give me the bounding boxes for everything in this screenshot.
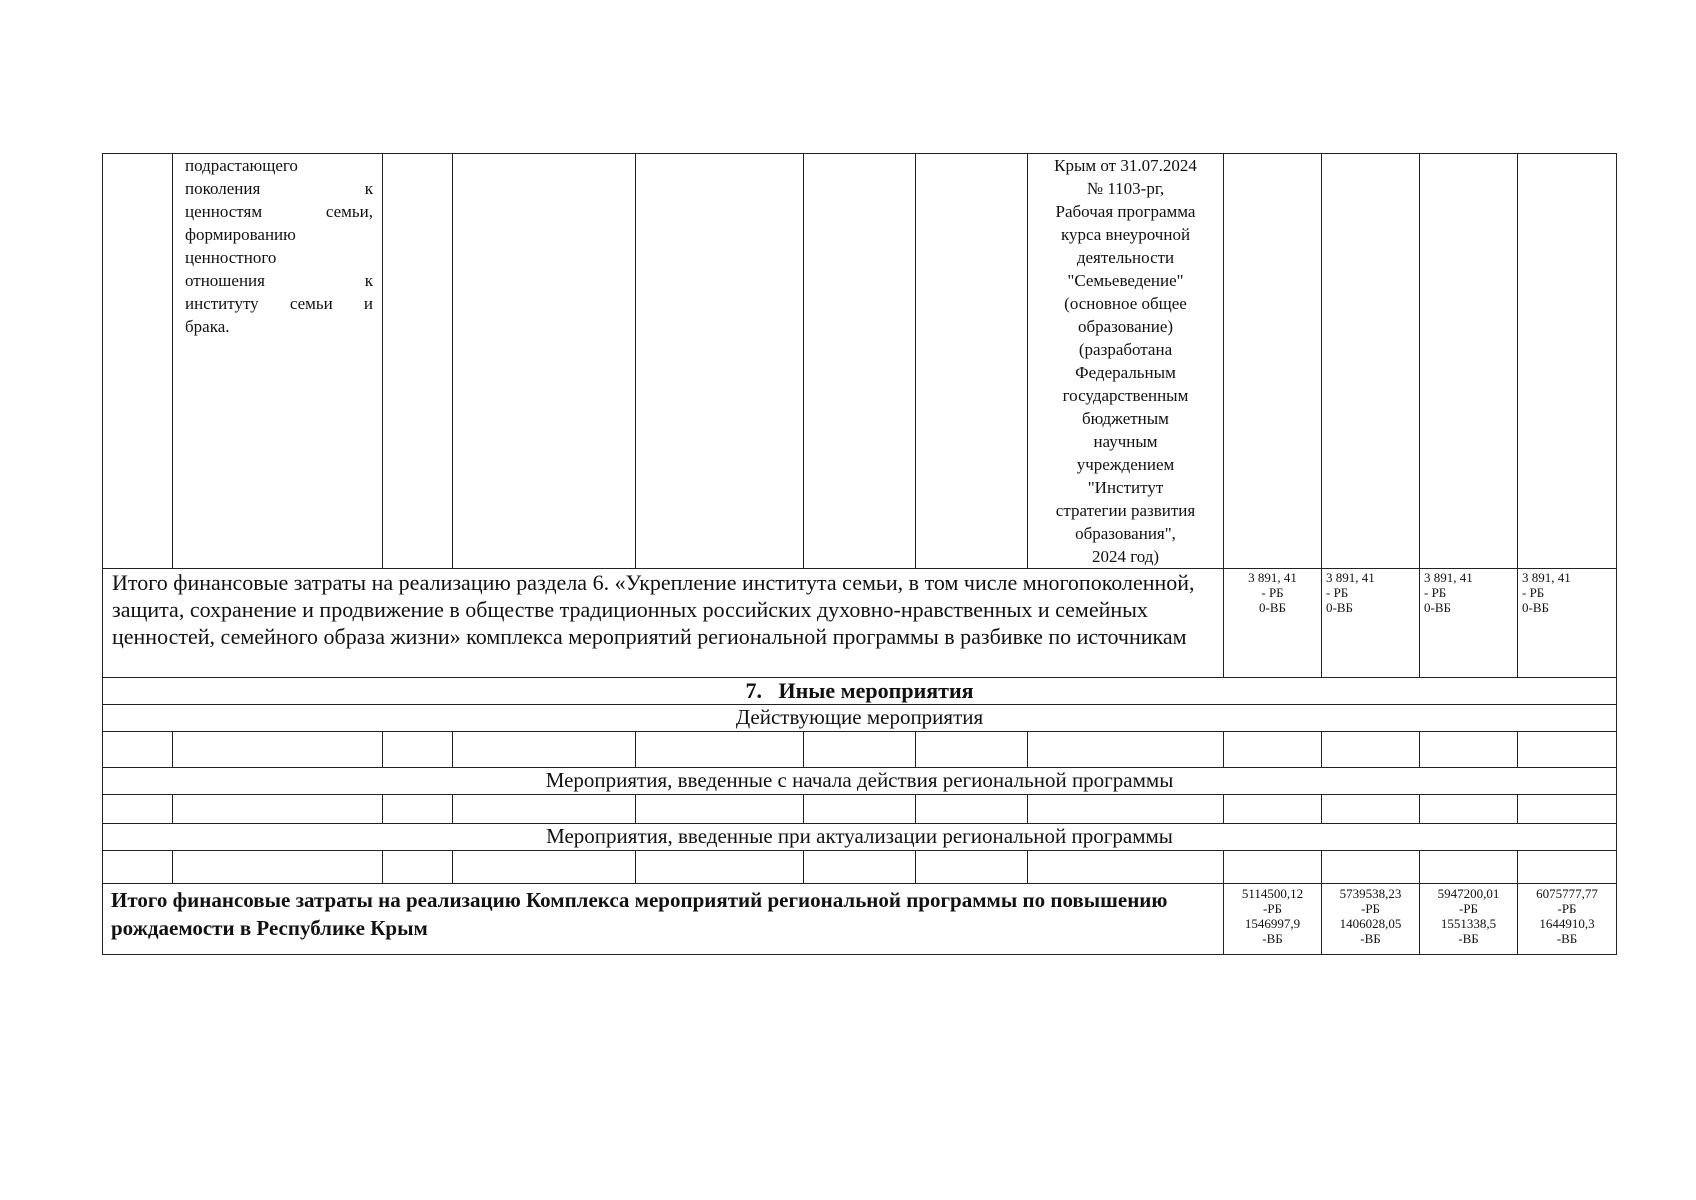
empty-cell xyxy=(1224,795,1322,824)
empty-cell xyxy=(1322,851,1420,884)
empty-cell xyxy=(1224,154,1322,569)
empty-cell xyxy=(804,851,916,884)
subtotal-amount-cell xyxy=(1420,569,1518,678)
grand-total-rb-label: -РБ xyxy=(1262,901,1283,916)
description-line: ценностям семьи, xyxy=(185,202,373,221)
description-line: формированию xyxy=(185,225,296,244)
document-line: "Институт xyxy=(1087,478,1164,497)
empty-cell xyxy=(1420,795,1518,824)
subsection-title-since-start: Мероприятия, введенные с начала действия региональной программы xyxy=(103,768,1617,795)
description-line: ценностного xyxy=(185,248,277,267)
subtotal-rb-label: - РБ xyxy=(1261,585,1284,600)
empty-cell xyxy=(383,851,453,884)
empty-cell xyxy=(1028,732,1224,768)
document-line: образования", xyxy=(1075,524,1176,543)
grand-total-vb-label: -ВБ xyxy=(1458,931,1479,946)
grand-total-rb-label: -РБ xyxy=(1360,901,1381,916)
empty-cell xyxy=(173,851,383,884)
document-line: образование) xyxy=(1077,317,1174,336)
grand-total-vb-value: 1546997,9 xyxy=(1244,916,1301,931)
subtotal-value: 3 891, 41 xyxy=(1424,570,1473,585)
document-line: Федеральным xyxy=(1075,363,1176,382)
empty-row xyxy=(103,851,1617,884)
empty-cell xyxy=(103,732,173,768)
subtotal-value: 3 891, 41 xyxy=(1522,570,1571,585)
document-line: 2024 год) xyxy=(1091,547,1160,566)
section6-subtotal-text: Итого финансовые затраты на реализацию раздела 6. «Укрепление института семьи, в том числе многопоколенной, защита, сохранение и продвижение в обществе традиционных российских духовно-нравственных и семейных ценностей, семейного образа жизни» комплекса мероприятий региональной программы в разбивке по источникам xyxy=(103,569,1224,678)
empty-cell xyxy=(804,732,916,768)
document-line: Крым от 31.07.2024 xyxy=(1054,156,1197,175)
grand-total-rb-value: 5947200,01 xyxy=(1437,886,1500,901)
empty-cell xyxy=(1322,795,1420,824)
empty-cell xyxy=(1322,732,1420,768)
section6-subtotal-row xyxy=(103,569,1617,678)
description-line: отношения к xyxy=(185,271,373,290)
empty-cell xyxy=(916,795,1028,824)
grand-total-rb-label: -РБ xyxy=(1458,901,1479,916)
grand-total-vb-label: -ВБ xyxy=(1262,931,1283,946)
empty-cell xyxy=(916,732,1028,768)
subtotal-amount-cell xyxy=(1224,569,1322,678)
subsection-row xyxy=(103,824,1617,851)
grand-total-vb-value: 1644910,3 xyxy=(1539,916,1595,931)
empty-cell xyxy=(103,795,173,824)
program-table xyxy=(102,153,1617,955)
description-line: брака. xyxy=(185,317,230,336)
document-cell xyxy=(1028,154,1224,569)
description-cell xyxy=(173,154,383,569)
empty-cell xyxy=(453,154,636,569)
empty-cell xyxy=(1518,732,1617,768)
document-line: учреждением xyxy=(1076,455,1175,474)
grand-total-amount-cell xyxy=(1322,884,1420,955)
description-line: поколения к xyxy=(185,179,373,198)
empty-cell xyxy=(453,851,636,884)
document-line: научным xyxy=(1093,432,1158,451)
subsection-title-current: Действующие мероприятия xyxy=(103,705,1617,732)
document-line: деятельности xyxy=(1076,248,1175,267)
empty-cell xyxy=(383,732,453,768)
empty-cell xyxy=(636,154,804,569)
subtotal-amount-cell xyxy=(1518,569,1617,678)
grand-total-amount-cell xyxy=(1518,884,1617,955)
description-line: институту семьи и xyxy=(185,294,373,313)
empty-cell xyxy=(1518,154,1617,569)
empty-row xyxy=(103,732,1617,768)
grand-total-amount-cell xyxy=(1420,884,1518,955)
subtotal-vb-label: 0-ВБ xyxy=(1326,600,1353,615)
empty-cell xyxy=(1420,732,1518,768)
document-line: "Семьеведение" xyxy=(1067,271,1184,290)
description-line: подрастающего xyxy=(185,156,298,175)
empty-cell xyxy=(453,732,636,768)
subtotal-value: 3 891, 41 xyxy=(1248,570,1297,585)
document-line: стратегии развития xyxy=(1055,501,1196,520)
subsection-row xyxy=(103,768,1617,795)
grand-total-rb-value: 6075777,77 xyxy=(1536,886,1598,901)
grand-total-row xyxy=(103,884,1617,955)
empty-cell xyxy=(1420,851,1518,884)
empty-cell xyxy=(1322,154,1420,569)
subtotal-vb-label: 0-ВБ xyxy=(1259,600,1286,615)
grand-total-rb-value: 5739538,23 xyxy=(1339,886,1402,901)
empty-cell xyxy=(1224,732,1322,768)
grand-total-text: Итого финансовые затраты на реализацию Комплекса мероприятий региональной программы по повышению рождаемости в Республике Крым xyxy=(103,884,1224,955)
empty-cell xyxy=(804,795,916,824)
grand-total-vb-value: 1551338,5 xyxy=(1440,916,1497,931)
subtotal-rb-label: - РБ xyxy=(1522,585,1545,600)
section7-title: 7. Иные мероприятия xyxy=(103,678,1617,705)
grand-total-rb-label: -РБ xyxy=(1557,901,1577,916)
subtotal-rb-label: - РБ xyxy=(1424,585,1447,600)
empty-cell xyxy=(173,732,383,768)
empty-cell xyxy=(173,795,383,824)
grand-total-amount-cell xyxy=(1224,884,1322,955)
empty-cell xyxy=(1518,795,1617,824)
continuation-row xyxy=(103,154,1617,569)
subtotal-rb-label: - РБ xyxy=(1326,585,1349,600)
document-line: государственным xyxy=(1062,386,1189,405)
empty-cell xyxy=(383,154,453,569)
document-line: курса внеурочной xyxy=(1060,225,1191,244)
grand-total-vb-label: -ВБ xyxy=(1556,931,1578,946)
empty-cell xyxy=(916,851,1028,884)
subsection-row xyxy=(103,705,1617,732)
empty-cell xyxy=(1420,154,1518,569)
empty-cell xyxy=(1028,795,1224,824)
number-cell xyxy=(103,154,173,569)
empty-cell xyxy=(1224,851,1322,884)
empty-cell xyxy=(453,795,636,824)
empty-cell xyxy=(916,154,1028,569)
empty-cell xyxy=(1028,851,1224,884)
document-line: (основное общее xyxy=(1064,294,1187,313)
subtotal-amount-cell xyxy=(1322,569,1420,678)
grand-total-vb-label: -ВБ xyxy=(1360,931,1381,946)
subsection-title-update: Мероприятия, введенные при актуализации региональной программы xyxy=(103,824,1617,851)
grand-total-vb-value: 1406028,05 xyxy=(1339,916,1402,931)
empty-cell xyxy=(636,851,804,884)
empty-cell xyxy=(103,851,173,884)
empty-row xyxy=(103,795,1617,824)
empty-cell xyxy=(383,795,453,824)
empty-cell xyxy=(636,732,804,768)
empty-cell xyxy=(636,795,804,824)
document-line: № 1103-рг, xyxy=(1086,179,1165,198)
document-line: (разработана xyxy=(1078,340,1173,359)
grand-total-rb-value: 5114500,12 xyxy=(1241,886,1304,901)
document-line: бюджетным xyxy=(1082,409,1169,428)
subtotal-vb-label: 0-ВБ xyxy=(1424,600,1451,615)
empty-cell xyxy=(804,154,916,569)
subtotal-value: 3 891, 41 xyxy=(1326,570,1375,585)
section7-title-row xyxy=(103,678,1617,705)
subtotal-vb-label: 0-ВБ xyxy=(1522,600,1549,615)
empty-cell xyxy=(1518,851,1617,884)
document-line: Рабочая программа xyxy=(1055,202,1196,221)
